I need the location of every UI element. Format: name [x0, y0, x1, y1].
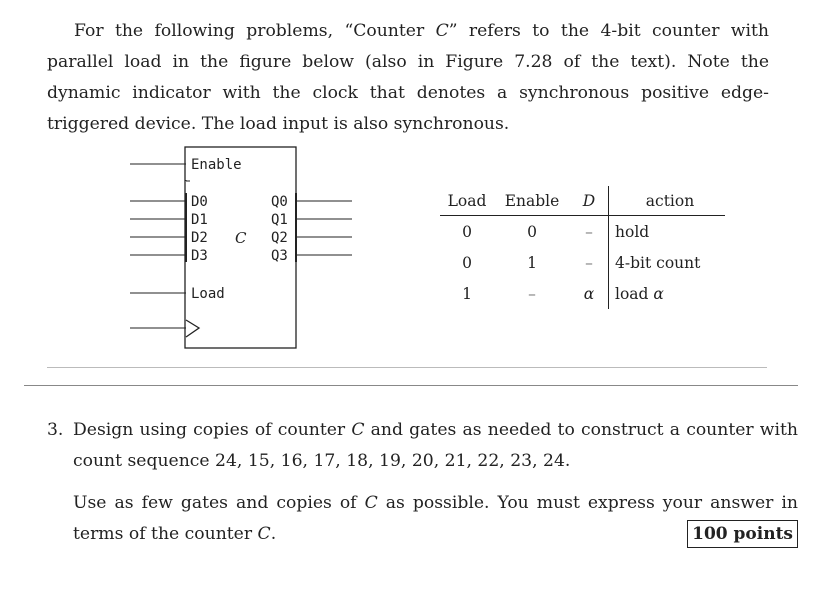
problem-counter-symbol: C: [351, 420, 365, 440]
row3-action-prefix: load: [615, 284, 654, 303]
q3-label: Q3: [271, 248, 288, 264]
row1-load: 0: [462, 222, 472, 241]
row2-d: –: [585, 253, 593, 272]
problem-text-1b: and gates as needed to construct a counter with count sequence 24, 15, 16, 17, 18, 19, 20, 21, 22, 23, 24.: [73, 420, 798, 471]
d0-label: D0: [191, 194, 208, 210]
row2-action: 4-bit count: [609, 247, 726, 278]
q1-label: Q1: [271, 212, 288, 228]
problem-counter-symbol-3: C: [257, 524, 271, 544]
divider: [24, 385, 798, 386]
problem-3: [47, 415, 798, 550]
counter-name: C: [235, 229, 247, 247]
problem-text-2a: Use as few gates and copies of: [73, 493, 365, 513]
load-label: Load: [191, 286, 225, 302]
row3-action-var: α: [653, 284, 664, 303]
truth-table: [440, 186, 725, 309]
d1-label: D1: [191, 212, 208, 228]
problem-text-2d: .: [270, 524, 277, 544]
divider-light: [47, 367, 767, 368]
problem-statement: [73, 415, 798, 477]
table-row: [440, 247, 725, 278]
header-d: D: [570, 186, 609, 216]
row2-enable: 1: [527, 253, 537, 272]
intro-counter-symbol: C: [435, 21, 449, 41]
header-load: Load: [440, 186, 494, 216]
header-action: action: [609, 186, 726, 216]
problem-text-2b: as possible. You must express your answer in terms of the counter: [73, 493, 798, 544]
row2-load: 0: [462, 253, 472, 272]
q0-label: Q0: [271, 194, 288, 210]
truth-table-header: [440, 186, 725, 216]
table-row: [440, 216, 725, 248]
problem-text-1a: Design using copies of counter: [73, 420, 352, 440]
row1-action: hold: [609, 216, 726, 248]
intro-text-1: For the following problems, “Counter: [74, 21, 436, 41]
row3-d: α: [583, 284, 595, 303]
d3-label: D3: [191, 248, 208, 264]
problem-counter-symbol-2: C: [364, 493, 378, 513]
d2-label: D2: [191, 230, 208, 246]
header-enable: Enable: [494, 186, 570, 216]
row3-load: 1: [462, 284, 472, 303]
row3-enable: –: [528, 284, 536, 303]
row3-action: [609, 278, 726, 309]
q2-label: Q2: [271, 230, 288, 246]
clock-dynamic-indicator: [186, 320, 199, 337]
table-row: [440, 278, 725, 309]
enable-label: Enable: [191, 157, 242, 173]
row1-d: –: [585, 222, 593, 241]
points-badge: 100 points: [687, 520, 798, 548]
intro-text-2: ” refers to the 4-bit counter with parallel load in the figure below (also in Figure 7.28 of the text). Note the dynamic indicator with the clock that denotes a synchronous positive edge-triggered device. The load input is also synchronous.: [47, 21, 769, 134]
problem-number: 3.: [47, 420, 64, 440]
row1-enable: 0: [527, 222, 537, 241]
